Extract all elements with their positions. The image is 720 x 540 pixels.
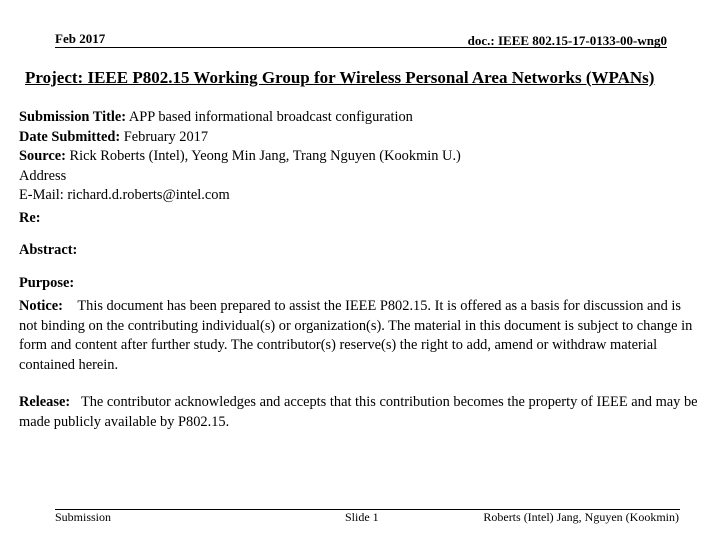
submission-title-line	[19, 108, 704, 128]
footer-slide-number: Slide 1	[345, 510, 379, 524]
source-value: Rick Roberts (Intel), Yeong Min Jang, Trang Nguyen (Kookmin U.)	[69, 148, 461, 164]
purpose-label: Purpose:	[19, 275, 75, 291]
footer-submission: Submission	[55, 510, 112, 524]
notice-paragraph	[19, 297, 699, 375]
abstract-label: Abstract:	[19, 242, 78, 258]
notice-label: Notice:	[19, 298, 63, 314]
email-line	[19, 186, 704, 206]
header-rule	[55, 47, 667, 48]
date-submitted-value: February 2017	[123, 128, 209, 145]
release-text: The contributor acknowledges and accepts that this contribution becomes the property of IEEE and may be made publicly available by P802.15.	[19, 394, 698, 430]
submission-info	[19, 108, 704, 206]
address-label: Address	[19, 167, 67, 184]
date-submitted-label: Date Submitted:	[19, 128, 121, 145]
notice-text: This document has been prepared to assist the IEEE P802.15. It is offered as a basis for discussion and is not binding on the contributing individual(s) or organization(s). The material in this document is subject to change in form and content after further study. The contributor(s) reserve(s) the right to add, amend or withdraw material contained herein.	[19, 298, 693, 373]
release-paragraph	[19, 393, 701, 432]
submission-title-label: Submission Title:	[19, 109, 127, 125]
release-label: Release:	[19, 394, 71, 410]
email-value: richard.d.roberts@intel.com	[67, 187, 230, 203]
source-label: Source:	[19, 148, 66, 164]
project-title: Project: IEEE P802.15 Working Group for Wireless Personal Area Networks (WPANs)	[25, 68, 655, 87]
date-submitted-line	[19, 128, 704, 148]
submission-title-value: APP based informational broadcast configuration	[128, 109, 413, 125]
header-date: Feb 2017	[55, 31, 106, 46]
source-line	[19, 147, 704, 167]
address-line	[19, 167, 704, 187]
email-label: E-Mail:	[19, 187, 64, 203]
header-doc-id: doc.: IEEE 802.15-17-0133-00-wng0	[467, 33, 667, 48]
footer-authors: Roberts (Intel) Jang, Nguyen (Kookmin)	[483, 510, 679, 524]
re-label: Re:	[19, 210, 41, 226]
